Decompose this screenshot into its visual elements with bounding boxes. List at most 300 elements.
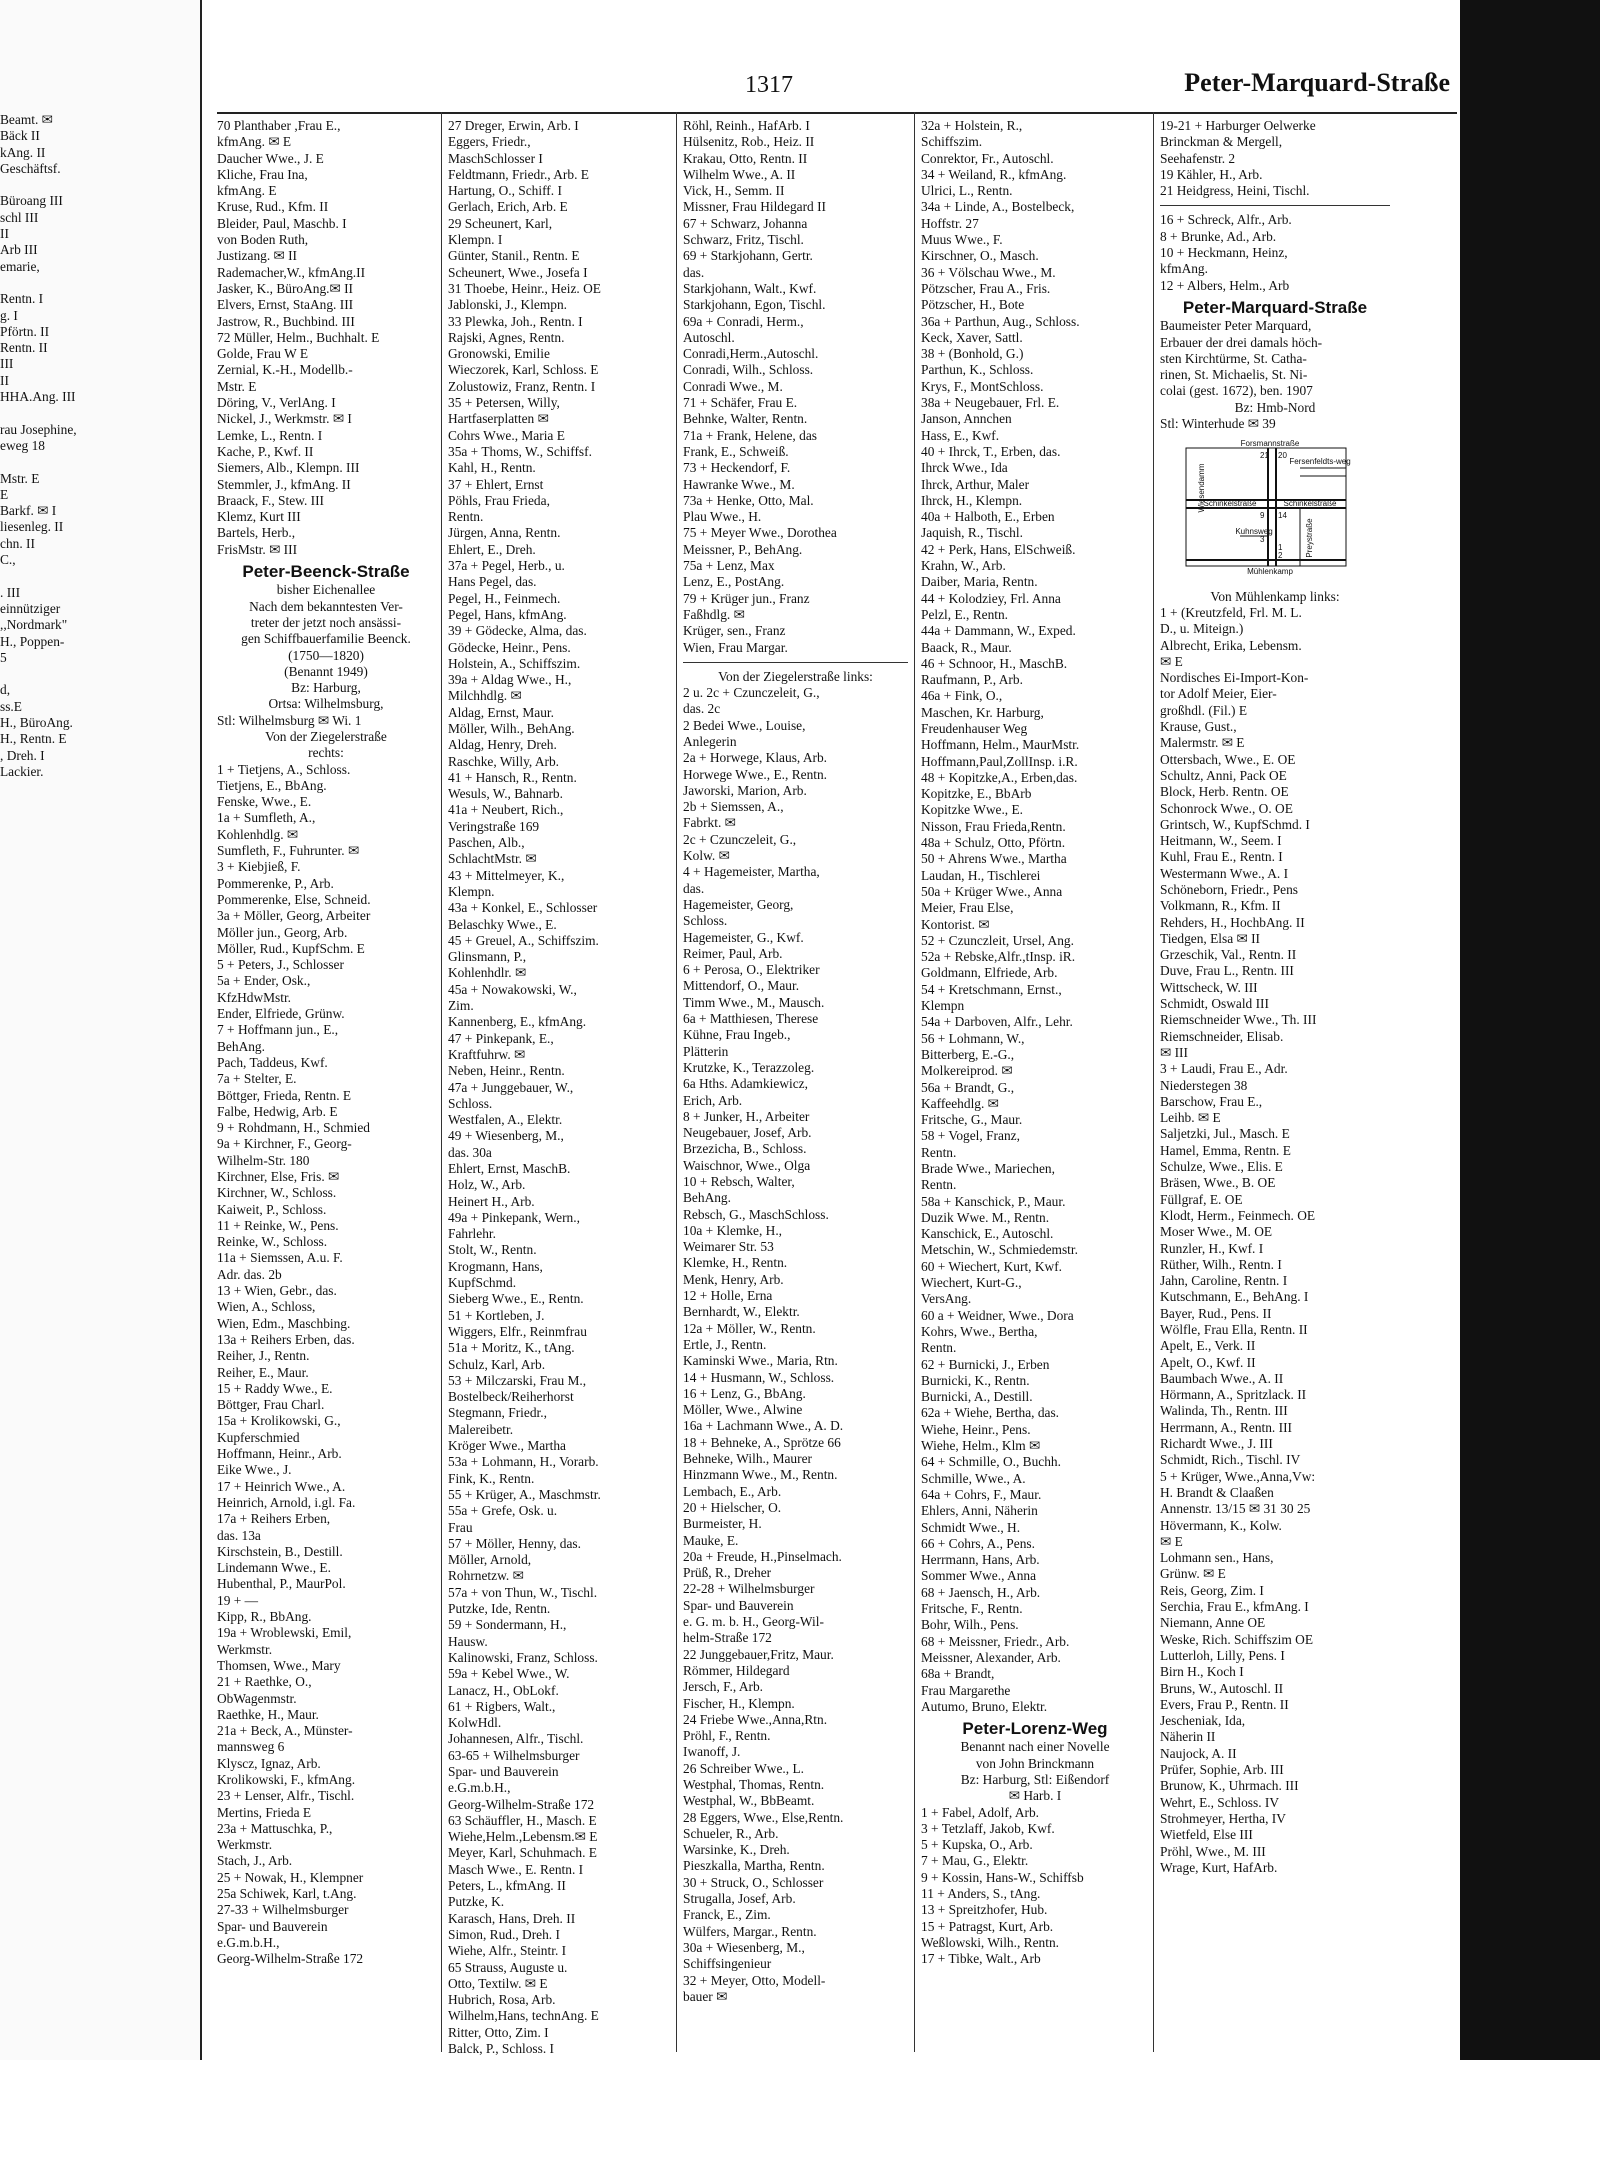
directory-entry-line: Mauke, E.	[683, 1532, 739, 1548]
directory-entry-line: 16 + Lenz, G., BbAng.	[683, 1385, 806, 1401]
directory-entry-line: 24 Friebe Wwe.,Anna,Rtn.	[683, 1711, 828, 1727]
directory-entry-line: Belaschky Wwe., E.	[448, 916, 557, 932]
directory-entry-line: 5 + Kupska, O., Arb.	[921, 1837, 1033, 1853]
directory-entry-line: Kaffeehdlg. ✉	[921, 1095, 999, 1111]
column-divider	[914, 112, 915, 2052]
directory-entry-line: Malermstr. ✉ E	[1160, 735, 1245, 751]
directory-entry-line: H. Brandt & Claaßen	[1160, 1484, 1274, 1500]
directory-entry-line: 53a + Lohmann, H., Vorarb.	[448, 1454, 599, 1470]
directory-entry-line: Volkmann, R., Kfm. II	[1160, 898, 1281, 914]
directory-entry-line: 63-65 + Wilhelmsburger	[448, 1747, 580, 1763]
directory-entry-line: KupfSchmd.	[448, 1275, 517, 1291]
directory-entry-line: 3 + Laudi, Frau E., Adr.	[1160, 1061, 1288, 1077]
directory-entry-line: 35a + Thoms, W., Schiffsf.	[448, 443, 592, 459]
directory-entry-line: Pförtn. II	[0, 323, 50, 339]
directory-entry-line: Brinckman & Mergell,	[1160, 134, 1283, 150]
column-2	[448, 118, 670, 2057]
directory-entry-line: 21 + Raethke, O.,	[217, 1674, 312, 1690]
directory-entry-line: H., Rentn. E	[0, 731, 67, 747]
directory-entry-line: 9a + Kirchner, F., Georg-	[217, 1136, 352, 1152]
street-note-line: gen Schiffbauerfamilie Beenck.	[241, 631, 411, 647]
directory-entry-line: Lindemann Wwe., E.	[217, 1560, 331, 1576]
directory-entry-line: Runzler, H., Kwf. I	[1160, 1240, 1264, 1256]
directory-entry-line: Hoffstr. 27	[921, 215, 979, 231]
directory-entry-line: Kannenberg, E., kfmAng.	[448, 1014, 587, 1030]
directory-entry-line: Wiehe, Heinr., Pens.	[921, 1421, 1031, 1437]
directory-entry-line: 31 Thoebe, Heinr., Heiz. OE	[448, 280, 601, 296]
directory-entry-line: 3 + Tetzlaff, Jakob, Kwf.	[921, 1820, 1055, 1836]
street-note-line: rechts:	[308, 745, 344, 761]
directory-entry-line: Schueler, R., Arb.	[683, 1825, 779, 1841]
directory-entry-line: 62a + Wiehe, Bertha, das.	[921, 1405, 1060, 1421]
directory-entry-line: Saljetzki, Jul., Masch. E	[1160, 1126, 1290, 1142]
directory-entry-line: Prüß, R., Dreher	[683, 1565, 772, 1581]
directory-entry-line: 30 + Struck, O., Schlosser	[683, 1874, 824, 1890]
directory-entry-line: Wölfle, Frau Ella, Rentn. II	[1160, 1322, 1308, 1337]
directory-entry-line: 42 + Perk, Hans, ElSchweiß.	[921, 541, 1076, 557]
directory-entry-line: Kache, P., Kwf. II	[217, 443, 314, 459]
directory-entry-line: Schiffszim.	[921, 134, 983, 150]
street-note-line: von John Brinckmann	[975, 1755, 1095, 1771]
directory-entry-line: Hagemeister, G., Kwf.	[683, 929, 804, 945]
directory-entry-line: BehAng.	[217, 1038, 265, 1054]
directory-entry-line: 8 + Brunke, Ad., Arb.	[1160, 228, 1277, 244]
directory-entry-line: 71a + Frank, Helene, das	[683, 427, 817, 443]
directory-entry-line: Sieberg Wwe., E., Rentn.	[448, 1291, 584, 1307]
directory-entry-line: Westphal, W., BbBeamt.	[683, 1793, 815, 1809]
directory-entry-line: 9 + Rohdmann, H., Schmied	[217, 1120, 370, 1136]
directory-entry-line: Kopitzke Wwe., E.	[921, 802, 1024, 818]
directory-entry-line: Westermann Wwe., A. I	[1160, 865, 1289, 881]
directory-entry-line: Anlegerin	[683, 733, 737, 749]
directory-entry-line: 15 + Patragst, Kurt, Arb.	[921, 1918, 1054, 1934]
directory-entry-line: Daucher Wwe., J. E	[217, 150, 324, 166]
directory-entry-line: 5a + Ender, Osk.,	[217, 973, 311, 989]
directory-entry-line: Missner, Frau Hildegard II	[683, 199, 827, 215]
directory-entry-line: Ihrck Wwe., Ida	[921, 460, 1008, 476]
directory-entry-line: Möller, Wwe., Alwine	[683, 1402, 803, 1418]
directory-entry-line: KfzHdwMstr.	[217, 989, 292, 1005]
directory-entry-line: Kaminski Wwe., Maria, Rtn.	[683, 1353, 838, 1369]
directory-entry-line: Molkereiprod. ✉	[921, 1063, 1013, 1079]
directory-entry-line: FrisMstr. ✉ III	[217, 541, 298, 557]
directory-entry-line: 10a + Klemke, H.,	[683, 1222, 783, 1238]
column-divider	[441, 112, 442, 2052]
directory-entry-line: 60 + Wiechert, Kurt, Kwf.	[921, 1258, 1063, 1274]
directory-entry-line: Starkjohann, Walt., Kwf.	[683, 280, 817, 296]
directory-entry-line: Klempn	[921, 998, 965, 1014]
directory-entry-line	[0, 568, 198, 584]
directory-entry-line: 43 + Mittelmeyer, K.,	[448, 867, 565, 883]
directory-entry-line: Lutterloh, Lilly, Pens. I	[1160, 1647, 1285, 1663]
street-map-svg	[1180, 438, 1360, 578]
directory-entry-line: Zolustowiz, Franz, Rentn. I	[448, 378, 596, 394]
directory-entry-line: Grünw. ✉ E	[1160, 1566, 1226, 1582]
directory-entry-line: 19 + —	[217, 1592, 259, 1608]
directory-entry-line: Wieczorek, Karl, Schloss. E	[448, 362, 599, 378]
directory-entry-line: Duve, Frau L., Rentn. III	[1160, 963, 1294, 979]
map-label-left: Wiesendamm	[1197, 463, 1206, 513]
map-label-top: Forsmannstraße	[1240, 439, 1300, 449]
directory-entry-line: Freudenhauser Weg	[921, 720, 1028, 736]
directory-entry-line: Hawranke Wwe., M.	[683, 476, 795, 492]
directory-entry-line: bauer ✉	[683, 1988, 728, 2004]
directory-entry-line: Rehders, H., HochbAng. II	[1160, 914, 1305, 930]
directory-entry-line: 73 + Heckendorf, F.	[683, 460, 791, 476]
directory-entry-line: Keck, Xaver, Sattl.	[921, 329, 1023, 345]
directory-entry-line: Wilhelm,Hans, technAng. E	[448, 2008, 599, 2024]
directory-entry-line: Apelt, E., Verk. II	[1160, 1338, 1256, 1354]
directory-entry-line: Jastrow, R., Buchbind. III	[217, 313, 355, 329]
street-section-heading: Peter-Beenck-Straße	[242, 562, 410, 582]
directory-entry-line: Möller, Rud., KupfSchm. E	[217, 940, 365, 956]
directory-entry-line: Niederstegen 38	[1160, 1077, 1248, 1093]
directory-entry-line: Schonrock Wwe., O. OE	[1160, 800, 1293, 816]
directory-entry-line: Rentn.	[448, 509, 484, 525]
directory-entry-line: 13a + Reihers Erben, das.	[217, 1331, 355, 1347]
directory-entry-line: Annenstr. 13/15 ✉ 31 30 25	[1160, 1501, 1311, 1517]
directory-entry-line: 73a + Henke, Otto, Mal.	[683, 492, 814, 508]
directory-entry-line: Apelt, O., Kwf. II	[1160, 1354, 1256, 1370]
directory-entry-line: Ihrck, H., Klempn.	[921, 492, 1023, 508]
directory-entry-line: Franck, E., Zim.	[683, 1907, 771, 1923]
directory-entry-line: Riemschneider Wwe., Th. III	[1160, 1012, 1317, 1028]
directory-entry-line: 54 + Kretschmann, Ernst.,	[921, 981, 1062, 997]
directory-entry-line: Hövermann, K., Kolw.	[1160, 1517, 1282, 1533]
directory-entry-line: Lackier.	[0, 763, 44, 779]
directory-entry-line: Strugalla, Josef, Arb.	[683, 1891, 796, 1907]
directory-entry-line: 18 + Behneke, A., Sprötze 66	[683, 1434, 841, 1450]
directory-entry-line: Hartung, O., Schiff. I	[448, 183, 562, 199]
directory-entry-line: Horwege Wwe., E., Rentn.	[683, 766, 828, 782]
directory-entry-line: 75 + Meyer Wwe., Dorothea	[683, 525, 837, 541]
directory-entry-line: Behneke, Wilh., Maurer	[683, 1451, 812, 1467]
directory-page	[205, 0, 1460, 2060]
column-4	[921, 118, 1149, 1968]
directory-entry-line: Naujock, A. II	[1160, 1745, 1237, 1761]
directory-entry-line: 5 + Peters, J., Schlosser	[217, 957, 344, 973]
directory-entry-line: Jablonski, J., Klempn.	[448, 297, 568, 313]
directory-entry-line: Bitterberg, E.-G.,	[921, 1046, 1015, 1062]
directory-entry-line: Hamel, Emma, Rentn. E	[1160, 1142, 1291, 1158]
directory-entry-line: Pommerenke, P., Arb.	[217, 875, 334, 891]
directory-entry-line: Schmille, Wwe., A.	[921, 1470, 1026, 1486]
directory-entry-line: Wiehe,Helm.,Lebensm.✉ E	[448, 1829, 598, 1845]
directory-entry-line: 20 + Hielscher, O.	[683, 1499, 782, 1515]
directory-entry-line: Barkf. ✉ I	[0, 503, 57, 519]
directory-entry-line: Eike Wwe., J.	[217, 1462, 292, 1478]
directory-entry-line: das. 2c	[683, 701, 721, 717]
directory-entry-line: Baack, R., Maur.	[921, 639, 1012, 655]
directory-entry-line: 7a + Stelter, E.	[217, 1071, 297, 1087]
directory-entry-line: 57a + von Thun, W., Tischl.	[448, 1584, 598, 1600]
directory-entry-line: 1 + Fabel, Adolf, Arb.	[921, 1804, 1040, 1820]
directory-entry-line: Conradi,Herm.,Autoschl.	[683, 346, 819, 362]
directory-entry-line: Meier, Frau Else,	[921, 900, 1014, 916]
street-location-map	[1180, 438, 1390, 582]
directory-entry-line: ,,Nordmark"	[0, 617, 68, 633]
directory-entry-line: von Boden Ruth,	[217, 232, 309, 248]
directory-entry-line: Schultz, Anni, Pack OE	[1160, 767, 1287, 783]
directory-entry-line: Krüger, sen., Franz	[683, 623, 786, 639]
directory-entry-line: Rademacher,W., kfmAng.II	[217, 264, 366, 280]
directory-entry-line: 51 + Kortleben, J.	[448, 1307, 545, 1323]
directory-entry-line: 58 + Vogel, Franz,	[921, 1128, 1020, 1144]
directory-entry-line: Plätterin	[683, 1043, 729, 1059]
directory-entry-line: 15a + Krolikowski, G.,	[217, 1413, 341, 1429]
directory-entry-line: Eggers, Friedr.,	[448, 134, 531, 150]
directory-entry-line: 11 + Anders, S., tAng.	[921, 1886, 1041, 1902]
directory-entry-line: 19-21 + Harburger Oelwerke	[1160, 118, 1316, 133]
directory-entry-line: 52 + Czunczleit, Ursel, Ang.	[921, 932, 1074, 948]
directory-entry-line: Frau	[448, 1519, 473, 1535]
directory-entry-line: Ottersbach, Wwe., E. OE	[1160, 751, 1296, 767]
directory-entry-line: 2b + Siemssen, A.,	[683, 799, 784, 815]
directory-entry-line: Jaquish, R., Tischl.	[921, 525, 1023, 541]
directory-entry-line: Weimarer Str. 53	[683, 1239, 774, 1255]
directory-entry-line: III	[0, 356, 14, 372]
directory-entry-line: Veringstraße 169	[448, 818, 540, 834]
directory-entry-line: mannsweg 6	[217, 1739, 285, 1755]
map-number-1: 1	[1278, 543, 1283, 553]
directory-entry-line: 45 + Greuel, A., Schiffszim.	[448, 932, 599, 948]
directory-entry-line: 34a + Linde, A., Bostelbeck,	[921, 199, 1075, 215]
directory-entry-line: Strohmeyer, Hertha, IV	[1160, 1810, 1286, 1826]
directory-entry-line: 17 + Tibke, Walt., Arb	[921, 1951, 1041, 1967]
directory-entry-line: Büroang III	[0, 193, 63, 209]
directory-entry-line: 23 + Lenser, Alfr., Tischl.	[217, 1788, 355, 1804]
directory-entry-line: Baumeister Peter Marquard,	[1160, 318, 1312, 334]
directory-entry-line: kfmAng.	[1160, 261, 1208, 277]
directory-entry-line: Wiechert, Kurt-G.,	[921, 1275, 1022, 1291]
directory-entry-line: Schmidt Wwe., H.	[921, 1519, 1021, 1535]
directory-entry-line: 1 + (Kreutzfeld, Frl. M. L.	[1160, 604, 1302, 620]
directory-entry-line: Hoffmann, Helm., MaurMstr.	[921, 737, 1080, 753]
directory-entry-line: 58a + Kanschick, P., Maur.	[921, 1193, 1066, 1209]
directory-entry-line: 13 + Spreitzhofer, Hub.	[921, 1902, 1048, 1918]
directory-entry-line: Muus Wwe., F.	[921, 232, 1003, 248]
directory-entry-line: chn. II	[0, 535, 35, 551]
directory-entry-line: Westfalen, A., Elektr.	[448, 1112, 563, 1128]
column-divider	[1153, 112, 1154, 2052]
directory-entry-line: 50 + Ahrens Wwe., Martha	[921, 851, 1067, 867]
directory-entry-line	[0, 405, 198, 421]
directory-entry-line: Klempn.	[448, 883, 495, 899]
directory-entry-line: Bostelbeck/Reiherhorst	[448, 1389, 574, 1405]
directory-entry-line: Grintsch, W., KupfSchmd. I	[1160, 816, 1310, 832]
directory-entry-line: 28 Eggers, Wwe., Else,Rentn.	[683, 1809, 844, 1825]
directory-entry-line: Mstr. E	[217, 378, 257, 394]
directory-entry-line: Iwanoff, J.	[683, 1744, 741, 1760]
directory-entry-line: Wilhelm Wwe., A. II	[683, 166, 796, 182]
directory-entry-line: 34 + Weiland, R., kfmAng.	[921, 166, 1067, 182]
directory-entry-line: Baumbach Wwe., A. II	[1160, 1370, 1284, 1386]
directory-entry-line: Schwarz, Fritz, Tischl.	[683, 232, 804, 248]
directory-entry-line: Burnicki, K., Rentn.	[921, 1372, 1030, 1388]
directory-entry-line: Wilhelm-Str. 180	[217, 1152, 310, 1168]
directory-entry-line: schl III	[0, 209, 39, 225]
directory-entry-line: emarie,	[0, 258, 40, 274]
directory-entry-line: 20a + Freude, H.,Pinselmach.	[683, 1548, 842, 1564]
directory-entry-line: 63 Schäuffler, H., Masch. E	[448, 1812, 597, 1828]
directory-entry-line: 1a + Sumfleth, A.,	[217, 810, 316, 826]
directory-entry-line: Kalinowski, Franz, Schloss.	[448, 1649, 598, 1665]
directory-entry-line: 10 + Rebsch, Walter,	[683, 1174, 795, 1189]
directory-entry-line: Pegel, H., Feinmech.	[448, 590, 561, 606]
directory-entry-line: Werkmstr.	[217, 1837, 273, 1853]
directory-entry-line: Jaworski, Marion, Arb.	[683, 782, 807, 798]
directory-entry-line: Braack, F., Stew. III	[217, 492, 325, 508]
street-note-line: Von der Ziegelerstraße links:	[718, 668, 873, 684]
directory-entry-line: Spar- und Bauverein	[683, 1597, 794, 1613]
directory-entry-line: Stl: Wilhelmsburg ✉ Wi. 1	[217, 712, 362, 728]
directory-entry-line: Pötzscher, Frau A., Fris.	[921, 280, 1051, 296]
directory-entry-line: Brzezicha, B., Schloss.	[683, 1141, 807, 1157]
directory-entry-line: Böttger, Frieda, Rentn. E	[217, 1087, 352, 1103]
directory-entry-line: Kahl, H., Rentn.	[448, 460, 536, 476]
directory-entry-line: Ehlert, Ernst, MaschB.	[448, 1161, 571, 1176]
directory-entry-line: 41a + Neubert, Rich.,	[448, 802, 564, 818]
directory-entry-line: 2c + Czunczeleit, G.,	[683, 831, 797, 847]
directory-entry-line: Scheunert, Wwe., Josefa I	[448, 264, 588, 280]
directory-entry-line: Autoschl.	[683, 329, 735, 345]
directory-entry-line: Meissner, Alexander, Arb.	[921, 1649, 1061, 1665]
directory-entry-line: Reiher, E., Maur.	[217, 1364, 309, 1380]
directory-entry-line: Bohr, Wilh., Pens.	[921, 1617, 1019, 1633]
directory-entry-line: 65 Strauss, Auguste u.	[448, 1959, 568, 1975]
directory-entry-line: liesenleg. II	[0, 519, 64, 535]
directory-entry-line: Leihb. ✉ E	[1160, 1110, 1221, 1126]
directory-entry-line: Hinzmann Wwe., M., Rentn.	[683, 1467, 838, 1483]
directory-entry-line: Wiehe, Helm., Klm ✉	[921, 1438, 1041, 1454]
directory-entry-line: Zernial, K.-H., Modellb.-	[217, 362, 353, 378]
directory-entry-line: 41 + Hansch, R., Rentn.	[448, 769, 577, 785]
header-rule	[217, 112, 1457, 114]
directory-entry-line: 8 + Junker, H., Arbeiter	[683, 1108, 810, 1124]
page-bottom-margin	[0, 2060, 1600, 2177]
directory-entry-line: Daiber, Maria, Rentn.	[921, 574, 1038, 590]
directory-entry-line: 67 + Schwarz, Johanna	[683, 215, 808, 231]
directory-entry-line: Krys, F., MontSchloss.	[921, 378, 1044, 394]
directory-entry-line: Stemmler, J., kfmAng. II	[217, 476, 351, 492]
directory-entry-line: 29 Scheunert, Karl,	[448, 215, 553, 231]
directory-entry-line: Kuhl, Frau E., Rentn. I	[1160, 849, 1283, 865]
gutter-text-column	[0, 112, 198, 780]
directory-entry-line: Tietjens, E., BbAng.	[217, 777, 327, 793]
directory-entry-line: Kontorist. ✉	[921, 916, 990, 932]
directory-entry-line: Hausw.	[448, 1633, 488, 1649]
directory-entry-line: Reis, Georg, Zim. I	[1160, 1582, 1264, 1598]
directory-entry-line: Reiher, J., Rentn.	[217, 1348, 310, 1364]
directory-entry-line: 53 + Milczarski, Frau M.,	[448, 1372, 587, 1388]
directory-entry-line: Burmeister, H.	[683, 1516, 762, 1532]
directory-entry-line: Gronowski, Emilie	[448, 346, 550, 362]
directory-entry-line: ✉ E	[1160, 653, 1183, 669]
directory-entry-line: 5	[0, 649, 7, 665]
directory-entry-line: colai (gest. 1672), ben. 1907	[1160, 383, 1313, 399]
directory-entry-line: 3a + Möller, Georg, Arbeiter	[217, 908, 371, 924]
directory-entry-line: Günter, Stanil., Rentn. E	[448, 248, 580, 264]
directory-entry-line: Rohrnetzw. ✉	[448, 1568, 524, 1584]
directory-entry-line: Hans Pegel, das.	[448, 574, 537, 590]
street-section-heading: Peter-Marquard-Straße	[1182, 297, 1368, 317]
directory-entry-line: Bleider, Paul, Maschb. I	[217, 215, 347, 231]
column-5-top	[1160, 118, 1390, 432]
directory-entry-line: Stolt, W., Rentn.	[448, 1242, 537, 1258]
directory-entry-line: H., Poppen-	[0, 633, 65, 649]
directory-entry-line: Balck, P., Schloss. I	[448, 2041, 555, 2057]
directory-entry-line: Möller, Wilh., BehAng.	[448, 720, 575, 736]
directory-entry-line: Herrmann, A., Rentn. III	[1160, 1419, 1293, 1435]
directory-entry-line	[0, 275, 198, 291]
directory-entry-line: 13 + Wien, Gebr., das.	[217, 1283, 337, 1299]
directory-entry-line: 40 + Ihrck, T., Erben, das.	[921, 443, 1061, 459]
directory-entry-line: Birn H., Koch I	[1160, 1664, 1244, 1680]
directory-entry-line: Parthun, K., Schloss.	[921, 362, 1034, 378]
directory-entry-line: 45a + Nowakowski, W.,	[448, 981, 577, 997]
directory-entry-line: Nickel, J., Werkmstr. ✉ I	[217, 411, 352, 427]
directory-entry-line: Wrage, Kurt, HafArb.	[1160, 1859, 1278, 1875]
directory-entry-line: Bernhardt, W., Elektr.	[683, 1304, 800, 1320]
directory-entry-line: 39 + Gödecke, Alma, das.	[448, 623, 587, 639]
directory-entry-line: Wehrt, E., Schloss. IV	[1160, 1794, 1280, 1810]
directory-entry-line: 22 Junggebauer,Fritz, Maur.	[683, 1646, 834, 1662]
street-note-line: Nach dem bekanntesten Ver-	[249, 598, 403, 614]
directory-entry-line: einnütziger	[0, 600, 61, 616]
directory-entry-line: Lembach, E., Arb.	[683, 1483, 782, 1499]
directory-entry-line: Heinrich, Arnold, i.gl. Fa.	[217, 1494, 356, 1510]
directory-entry-line: das.	[683, 880, 705, 896]
directory-entry-line: Bartels, Herb.,	[217, 525, 296, 541]
directory-entry-line: Falbe, Hedwig, Arb. E	[217, 1103, 338, 1119]
directory-entry-line: 70 Planthaber ,Frau E.,	[217, 118, 341, 133]
column-3	[683, 118, 908, 2005]
directory-entry-line	[0, 454, 198, 470]
map-number-2: 2	[1278, 551, 1283, 561]
directory-entry-line: 47 + Pinkepank, E.,	[448, 1030, 554, 1046]
directory-entry-line: Holstein, A., Schiffszim.	[448, 655, 581, 671]
directory-entry-line: SchlachtMstr. ✉	[448, 851, 537, 867]
directory-entry-line: 48a + Schulz, Otto, Pförtn.	[921, 835, 1066, 851]
street-section-heading: Peter-Lorenz-Weg	[962, 1719, 1108, 1739]
directory-entry-line: Niemann, Anne OE	[1160, 1615, 1266, 1631]
directory-entry-line: ObWagenmstr.	[217, 1690, 297, 1706]
directory-entry-line: Arb III	[0, 242, 38, 258]
directory-entry-line: Schöneborn, Friedr., Pens	[1160, 881, 1298, 897]
street-note-line: Bz: Harburg, Stl: Eißendorf	[960, 1771, 1110, 1787]
directory-entry-line: Fritsche, G., Maur.	[921, 1112, 1023, 1128]
directory-entry-line: Fabrkt. ✉	[683, 815, 736, 831]
directory-entry-line: Kliche, Frau Ina,	[217, 166, 308, 182]
street-note-line: Von Mühlenkamp links:	[1210, 588, 1340, 604]
directory-entry-line: das. 13a	[217, 1527, 261, 1543]
directory-entry-line: Pommerenke, Else, Schneid.	[217, 891, 371, 907]
directory-entry-line: Möller jun., Georg, Arb.	[217, 924, 348, 940]
directory-entry-line: 14 + Husmann, W., Schloss.	[683, 1369, 835, 1385]
directory-entry-line: Bayer, Rud., Pens. II	[1160, 1305, 1272, 1321]
directory-entry-line: Pegel, Hans, kfmAng.	[448, 606, 567, 622]
directory-entry-line: Stach, J., Arb.	[217, 1853, 293, 1869]
column-divider	[676, 112, 677, 2052]
directory-entry-line: Simon, Rud., Dreh. I	[448, 1926, 560, 1942]
section-rule	[1160, 205, 1390, 206]
directory-entry-line: 1 + Tietjens, A., Schloss.	[217, 761, 351, 777]
directory-entry-line: Näherin II	[1160, 1729, 1216, 1745]
directory-entry-line: Weske, Rich. Schiffszim OE	[1160, 1631, 1314, 1647]
directory-entry-line: Schmidt, Rich., Tischl. IV	[1160, 1452, 1301, 1468]
directory-entry-line: 61 + Rigbers, Walt.,	[448, 1698, 556, 1714]
directory-entry-line: Schulz, Karl, Arb.	[448, 1356, 546, 1372]
